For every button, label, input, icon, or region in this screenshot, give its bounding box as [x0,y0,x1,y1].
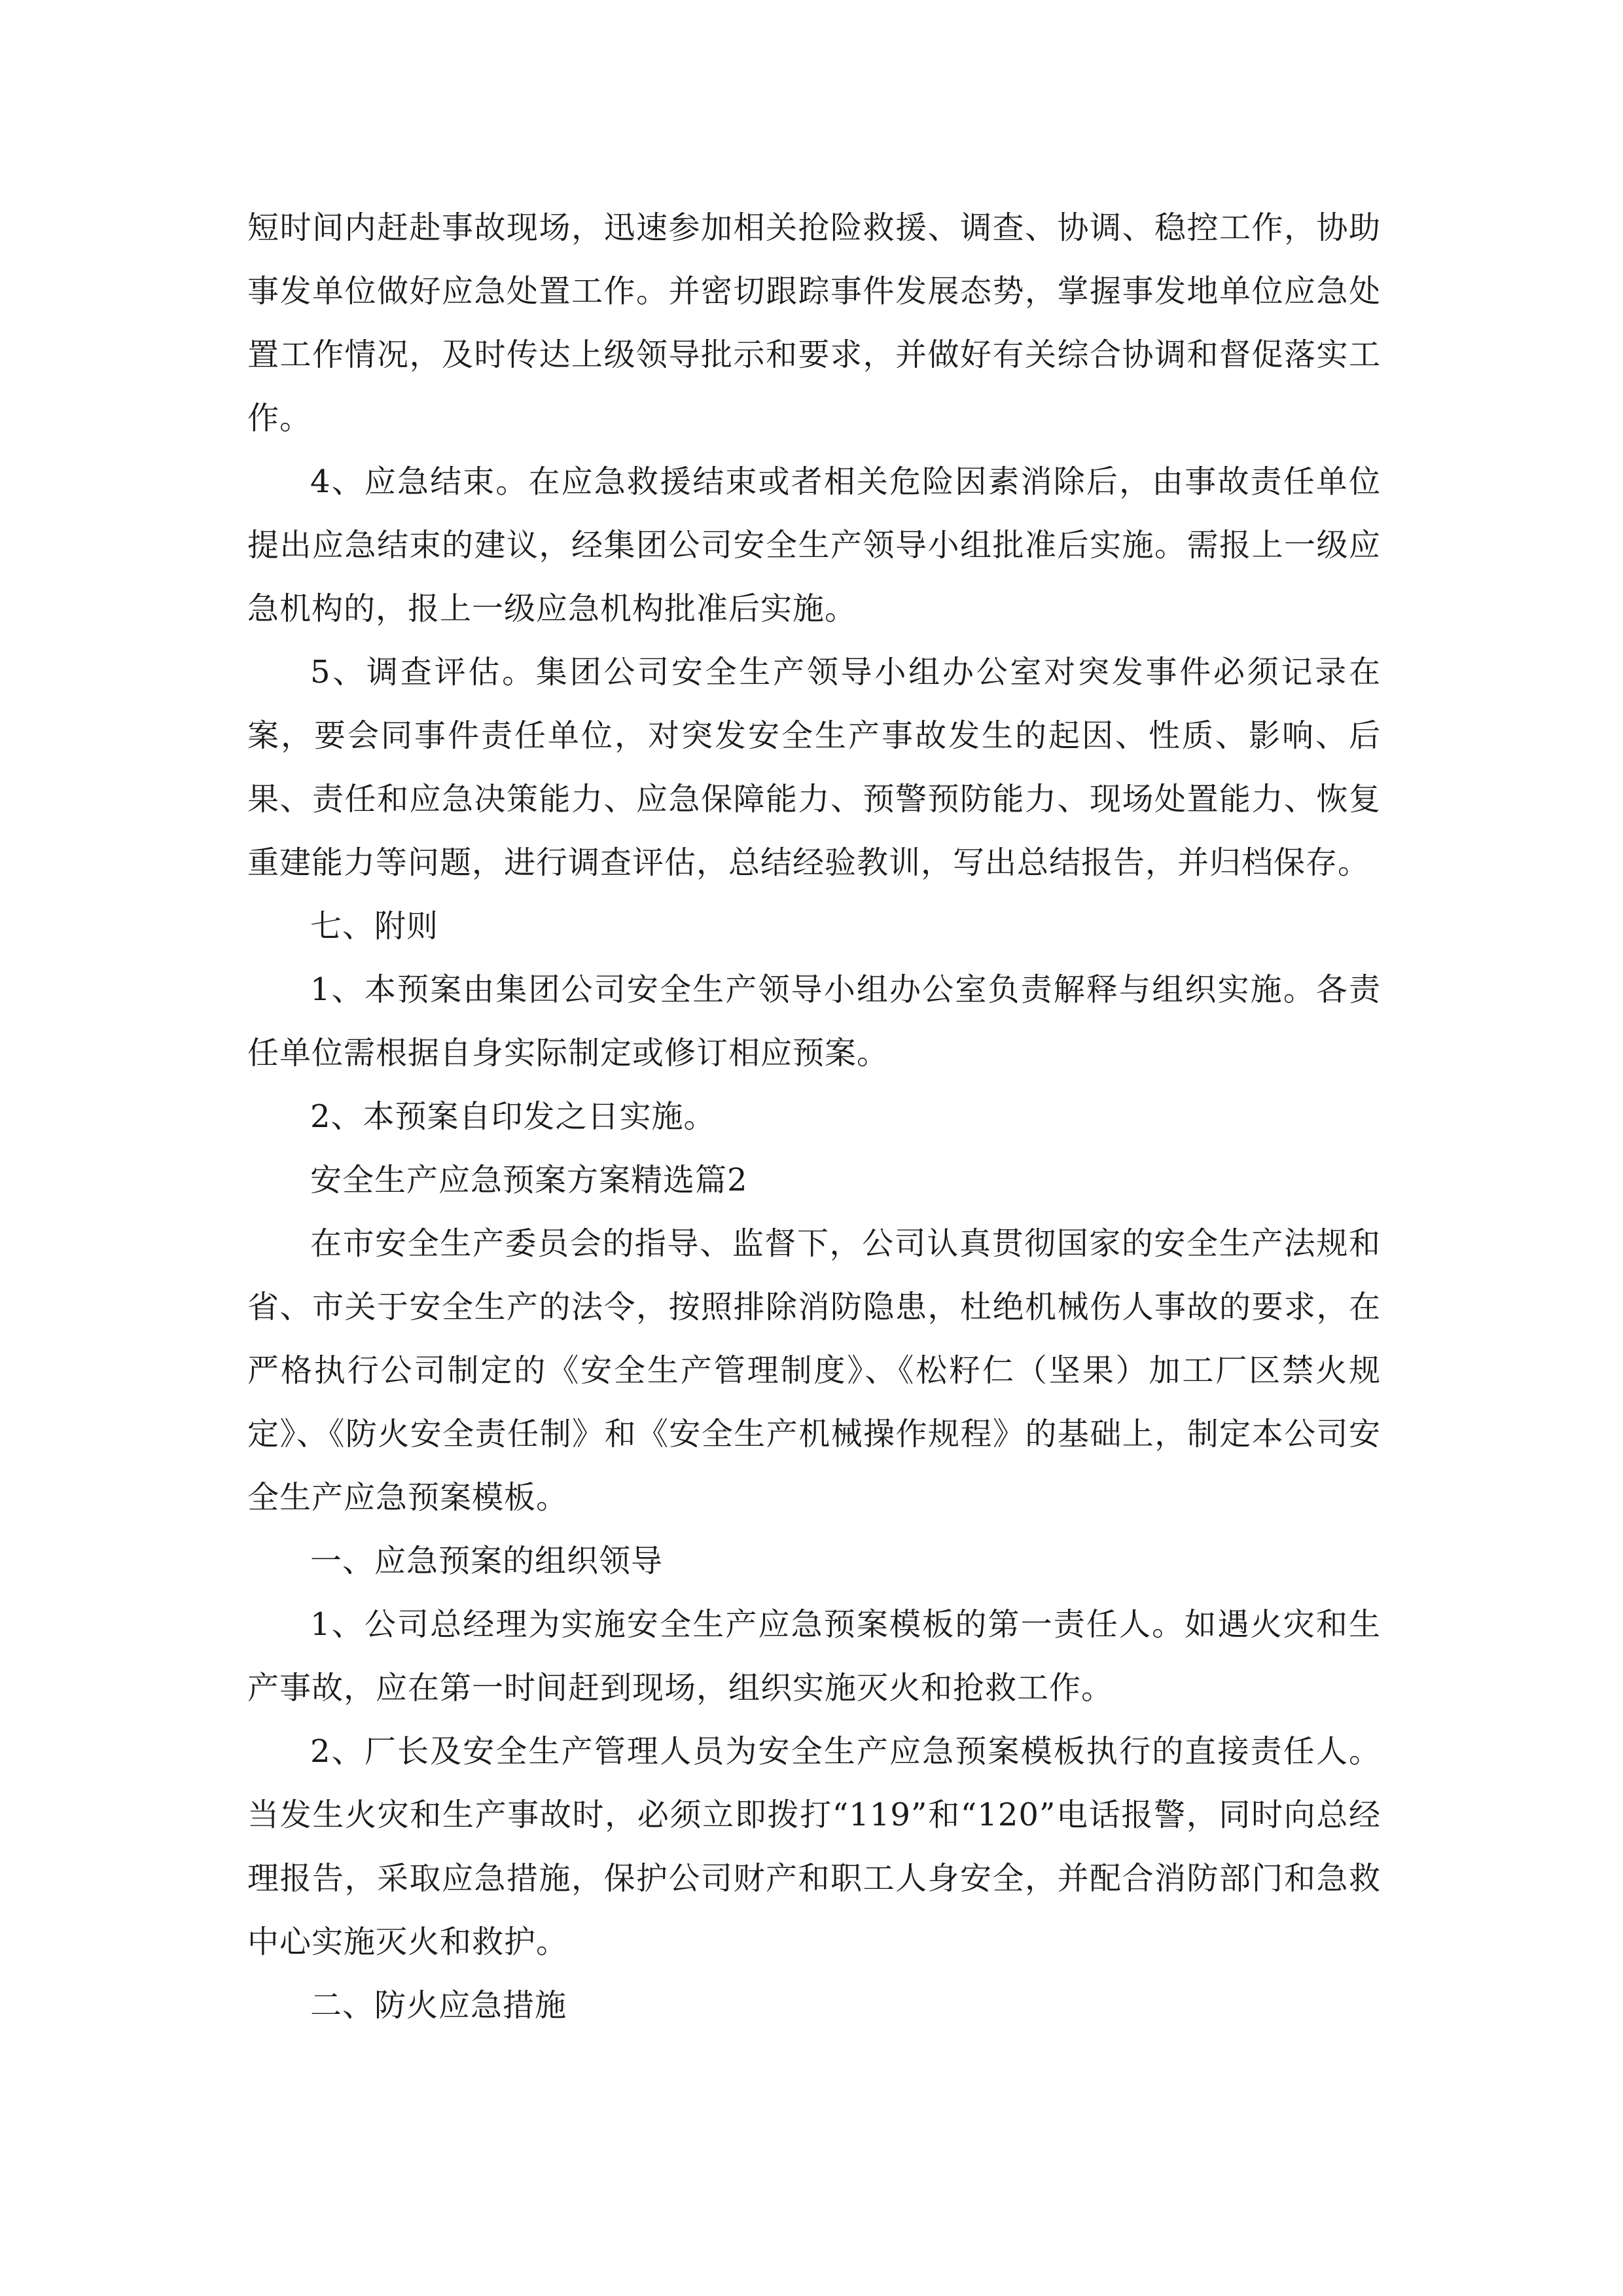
paragraph-emergency-end: 4、应急结束。在应急救援结束或者相关危险因素消除后，由事故责任单位提出应急结束的建议，经集团公司安全生产领导小组批准后实施。需报上一级应急机构的，报上一级应急机构批准后实施。 [247,463,1381,627]
paragraph-factory-director: 2、厂长及安全生产管理人员为安全生产应急预案模板执行的直接责任人。当发生火灾和生产事故时，必须立即拨打“119”和“120”电话报警，同时向总经理报告，采取应急措施，保护公司财产和职工人身安全，并配合消防部门和急救中心实施灭火和救护。 [247,1733,1381,1960]
paragraph-interpretation: 1、本预案由集团公司安全生产领导小组办公室负责解释与组织实施。各责任单位需根据自身实际制定或修订相应预案。 [247,971,1381,1071]
paragraph-effective-date: 2、本预案自印发之日实施。 [310,1098,716,1135]
heading-supplementary-provisions: 七、附则 [310,908,439,944]
article-title: 安全生产应急预案方案精选篇2 [310,1162,748,1198]
paragraph-general-manager: 1、公司总经理为实施安全生产应急预案模板的第一责任人。如遇火灾和生产事故，应在第一时间赶到现场，组织实施灭火和抢救工作。 [247,1606,1381,1706]
paragraph-continuation: 短时间内赶赴事故现场，迅速参加相关抢险救援、调查、协调、稳控工作，协助事发单位做好应急处置工作。并密切跟踪事件发展态势，掌握事发地单位应急处置工作情况，及时传达上级领导批示和要求，并做好有关综合协调和督促落实工作。 [247,209,1381,437]
paragraph-investigation: 5、调查评估。集团公司安全生产领导小组办公室对突发事件必须记录在案，要会同事件责任单位，对突发安全生产事故发生的起因、性质、影响、后果、责任和应急决策能力、应急保障能力、预警预防能力、现场处置能力、恢复重建能力等问题，进行调查评估，总结经验教训，写出总结报告，并归档保存。 [247,654,1381,881]
document-page [247,196,1381,2037]
heading-fire-measures: 二、防火应急措施 [310,1987,567,2024]
paragraph-intro: 在市安全生产委员会的指导、监督下，公司认真贯彻国家的安全生产法规和省、市关于安全生产的法令，按照排除消防隐患，杜绝机械伤人事故的要求，在严格执行公司制定的《安全生产管理制度》、《松籽仁（坚果）加工厂区禁火规定》、《防火安全责任制》和《安全生产机械操作规程》的基础上，制定本公司安全生产应急预案模板。 [247,1225,1381,1516]
heading-organization: 一、应急预案的组织领导 [310,1543,664,1579]
